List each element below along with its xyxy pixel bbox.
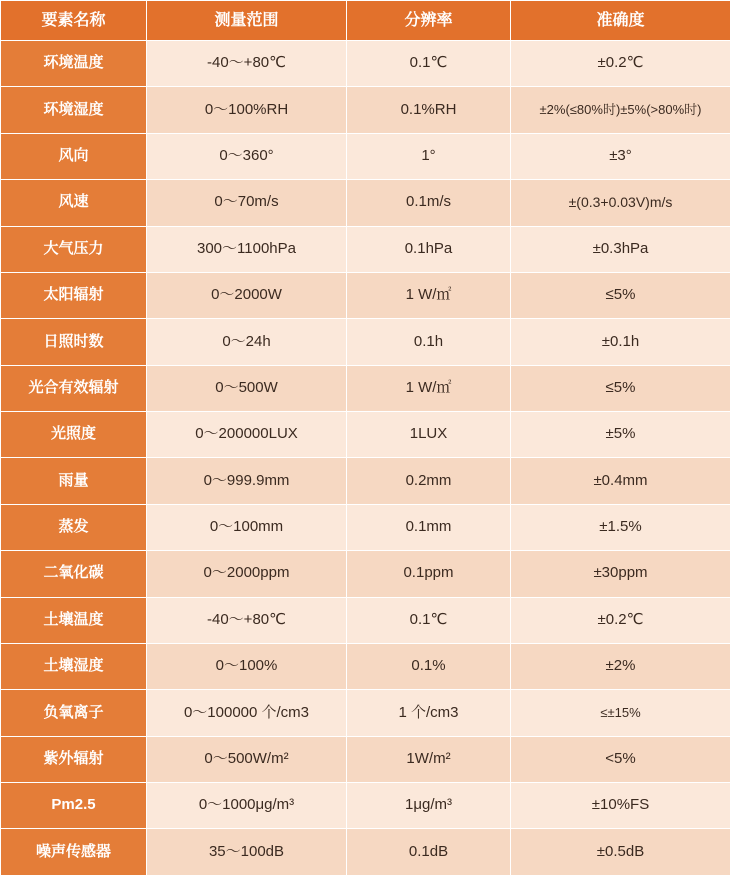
row-resolution: 1LUX — [347, 412, 511, 458]
row-range: 0～500W/m² — [147, 736, 347, 782]
row-accuracy: ≤5% — [511, 365, 730, 411]
table-row — [1, 551, 730, 597]
row-name: 紫外辐射 — [1, 736, 147, 782]
row-range: 0～70m/s — [147, 180, 347, 226]
row-range: 0～2000W — [147, 272, 347, 318]
table-row — [1, 736, 730, 782]
table-row — [1, 133, 730, 179]
table-row — [1, 41, 730, 87]
row-accuracy: ±1.5% — [511, 504, 730, 550]
row-resolution: 0.2mm — [347, 458, 511, 504]
row-name: 环境温度 — [1, 41, 147, 87]
row-resolution: 0.1h — [347, 319, 511, 365]
row-name: 太阳辐射 — [1, 272, 147, 318]
column-header-measurement-range: 测量范围 — [147, 1, 347, 41]
row-range: 0～200000LUX — [147, 412, 347, 458]
row-resolution: 1 W/㎡ — [347, 272, 511, 318]
table-row — [1, 690, 730, 736]
row-accuracy: ±30ppm — [511, 551, 730, 597]
row-name: 噪声传感器 — [1, 829, 147, 876]
row-range: 0～24h — [147, 319, 347, 365]
row-accuracy: <5% — [511, 736, 730, 782]
table-row — [1, 226, 730, 272]
table-row — [1, 365, 730, 411]
row-name: Pm2.5 — [1, 783, 147, 829]
row-name: 风速 — [1, 180, 147, 226]
row-accuracy: ±2%(≤80%时)±5%(>80%时) — [511, 87, 730, 133]
row-resolution: 0.1dB — [347, 829, 511, 876]
row-name: 光照度 — [1, 412, 147, 458]
row-resolution: 0.1℃ — [347, 41, 511, 87]
row-range: 0～500W — [147, 365, 347, 411]
row-range: 0～100000 个/cm3 — [147, 690, 347, 736]
row-resolution: 1 W/㎡ — [347, 365, 511, 411]
row-accuracy: ±0.1h — [511, 319, 730, 365]
table-row — [1, 643, 730, 689]
row-resolution: 0.1m/s — [347, 180, 511, 226]
row-accuracy: ±0.2℃ — [511, 597, 730, 643]
row-resolution: 0.1ppm — [347, 551, 511, 597]
row-name: 负氧离子 — [1, 690, 147, 736]
column-header-element-name: 要素名称 — [1, 1, 147, 41]
row-range: 0～2000ppm — [147, 551, 347, 597]
row-range: 0～100% — [147, 643, 347, 689]
row-name: 土壤湿度 — [1, 643, 147, 689]
row-name: 风向 — [1, 133, 147, 179]
table-row — [1, 319, 730, 365]
table-row — [1, 272, 730, 318]
table-row — [1, 783, 730, 829]
table-row — [1, 180, 730, 226]
row-accuracy: ±0.4mm — [511, 458, 730, 504]
row-resolution: 0.1hPa — [347, 226, 511, 272]
row-resolution: 0.1mm — [347, 504, 511, 550]
row-range: -40～+80℃ — [147, 597, 347, 643]
table-body — [1, 41, 730, 876]
row-accuracy: ±2% — [511, 643, 730, 689]
table-header-row — [1, 1, 730, 41]
row-accuracy: ±3° — [511, 133, 730, 179]
column-header-resolution: 分辨率 — [347, 1, 511, 41]
row-name: 土壤温度 — [1, 597, 147, 643]
row-range: -40～+80℃ — [147, 41, 347, 87]
table-row — [1, 87, 730, 133]
row-range: 35～100dB — [147, 829, 347, 876]
table-row — [1, 504, 730, 550]
row-name: 蒸发 — [1, 504, 147, 550]
row-accuracy: ≤5% — [511, 272, 730, 318]
table-row — [1, 458, 730, 504]
column-header-accuracy: 准确度 — [511, 1, 730, 41]
row-resolution: 1° — [347, 133, 511, 179]
row-range: 0～360° — [147, 133, 347, 179]
row-accuracy: ±0.2℃ — [511, 41, 730, 87]
row-range: 0～1000μg/m³ — [147, 783, 347, 829]
row-range: 300～1100hPa — [147, 226, 347, 272]
row-accuracy: ±0.3hPa — [511, 226, 730, 272]
row-accuracy: ≤±15% — [511, 690, 730, 736]
row-resolution: 1W/m² — [347, 736, 511, 782]
row-resolution: 0.1%RH — [347, 87, 511, 133]
row-name: 日照时数 — [1, 319, 147, 365]
row-resolution: 0.1℃ — [347, 597, 511, 643]
table-row — [1, 412, 730, 458]
row-name: 光合有效辐射 — [1, 365, 147, 411]
row-accuracy: ±(0.3+0.03V)m/s — [511, 180, 730, 226]
row-range: 0～999.9mm — [147, 458, 347, 504]
row-accuracy: ±10%FS — [511, 783, 730, 829]
table-row — [1, 829, 730, 876]
row-accuracy: ±0.5dB — [511, 829, 730, 876]
row-name: 雨量 — [1, 458, 147, 504]
row-range: 0～100mm — [147, 504, 347, 550]
table-row — [1, 597, 730, 643]
row-accuracy: ±5% — [511, 412, 730, 458]
row-range: 0～100%RH — [147, 87, 347, 133]
row-name: 环境湿度 — [1, 87, 147, 133]
row-name: 二氧化碳 — [1, 551, 147, 597]
row-name: 大气压力 — [1, 226, 147, 272]
row-resolution: 1 个/cm3 — [347, 690, 511, 736]
row-resolution: 1μg/m³ — [347, 783, 511, 829]
row-resolution: 0.1% — [347, 643, 511, 689]
